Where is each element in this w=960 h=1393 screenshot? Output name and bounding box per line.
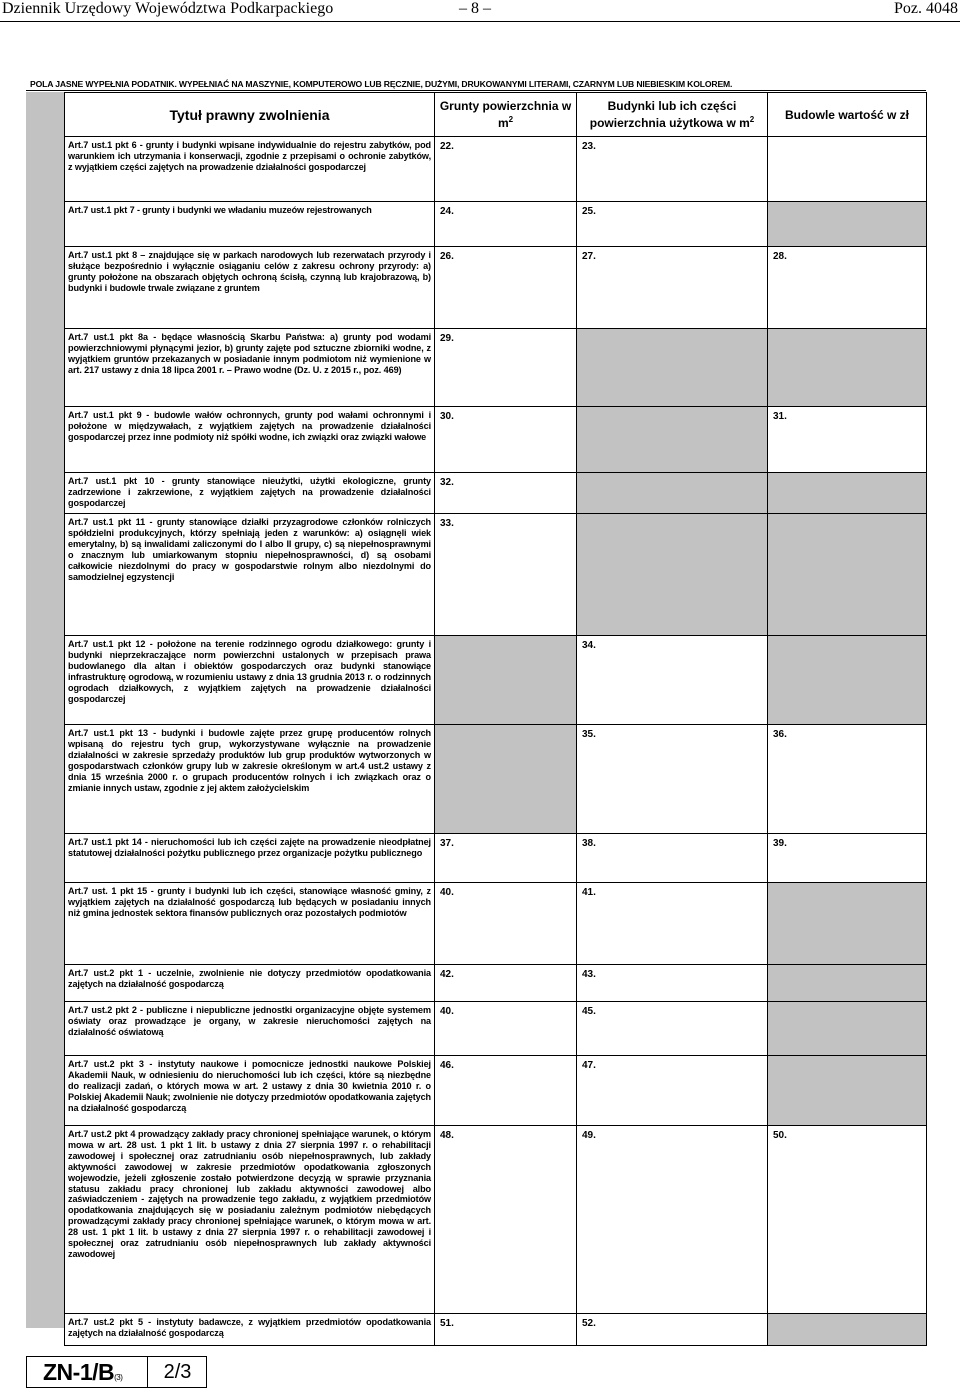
exemption-title-cell: Art.7 ust.2 pkt 2 - publiczne i niepubliczne jednostki organizacyjne objęte systemem oświaty oraz prowadzące je organy, w zakresie nieruchomości zajętych na działalność oświatową [65,1002,435,1056]
table-row [65,137,927,202]
exemption-title-cell: Art.7 ust.2 pkt 3 - instytuty naukowe i pomocnicze jednostki naukowe Polskiej Akademii Nauk, w odniesieniu do nieruchomości lub ich części, które są niezbędne do realizacji zadań, o których mowa w art. 2 ustawy z dnia 30 kwietnia 2010 r. o Polskiej Akademii Nauk; zwolnienie nie dotyczy przedmiotów opodatkowania zajętych na działalność gospodarczą [65,1056,435,1126]
buildings-field [577,473,768,514]
land-field [435,636,577,725]
buildings-field[interactable]: 35. [577,725,768,834]
col-header-land: Grunty powierzchnia w $m^2$ [435,93,577,137]
table-row [65,1314,927,1346]
form-version: (3) [114,1373,123,1382]
buildings-field[interactable]: 43. [577,965,768,1002]
margin-strip [26,92,64,1328]
exemption-title-cell: Art.7 ust.1 pkt 8 – znajdujące się w parkach narodowych lub rezerwatach przyrody i służące bezpośrednio i wyłącznie osiąganiu celów z zakresu ochrony przyrody: a) grunty położone na obszarach objętych ochroną ścisłą, czynną lub krajobrazową, b) budynki i budowle trwale związane z gruntem [65,247,435,329]
exemption-title-cell: Art.7 ust.1 pkt 8a - będące własnością Skarbu Państwa: a) grunty pod wodami powierzchniowymi płynącymi jezior, b) grunty zajęte pod sztuczne zbiorniki wodne, z wyjątkiem gruntów przekazanych w posiadanie innym podmiotom niż wymienione w art. 217 ustawy z dnia 18 lipca 2001 r. – Prawo wodne (Dz. U. z 2015 r., poz. 469) [65,329,435,407]
table-row [65,1056,927,1126]
buildings-field[interactable]: 52. [577,1314,768,1346]
structures-field[interactable]: 36. [768,725,927,834]
table-row [65,965,927,1002]
form-code-box [26,1356,207,1388]
land-field[interactable]: 30. [435,407,577,473]
land-field[interactable]: 29. [435,329,577,407]
land-field[interactable]: 22. [435,137,577,202]
buildings-field[interactable]: 25. [577,202,768,247]
structures-field [768,1002,927,1056]
land-field[interactable]: 46. [435,1056,577,1126]
exemption-table [64,92,927,1346]
table-row [65,202,927,247]
structures-field[interactable]: 50. [768,1126,927,1314]
col-header-title: Tytuł prawny zwolnienia [65,93,435,137]
header-rule [0,21,960,22]
col-header-buildings: Budynki lub ich części powierzchnia użytkowa w $m^2$ [577,93,768,137]
exemption-title-cell: Art.7 ust.1 pkt 11 - grunty stanowiące działki przyzagrodowe członków rolniczych spółdzielni produkcyjnych, którzy spełniają jeden z warunków: a) osiągnęli wiek emerytalny, b) są inwalidami zaliczonymi do I albo II grupy, c) są niepełnosprawnymi o znacznym lub umiarkowanym stopniu niepełnosprawności, d) są osobami całkowicie niezdolnymi do pracy w gospodarstwie rolnym albo niezdolnymi do samodzielnej egzystencji [65,514,435,636]
land-field[interactable]: 40. [435,1002,577,1056]
table-row [65,725,927,834]
structures-field [768,636,927,725]
structures-field [768,202,927,247]
land-field[interactable]: 32. [435,473,577,514]
land-field[interactable]: 26. [435,247,577,329]
table-row [65,407,927,473]
land-field[interactable]: 48. [435,1126,577,1314]
land-field[interactable]: 24. [435,202,577,247]
land-field [435,725,577,834]
exemption-title-cell: Art.7 ust.2 pkt 1 - uczelnie, zwolnienie nie dotyczy przedmiotów opodatkowania zajętych na działalność gospodarczą [65,965,435,1002]
buildings-field[interactable]: 47. [577,1056,768,1126]
buildings-field [577,514,768,636]
exemption-title-cell: Art.7 ust.1 pkt 7 - grunty i budynki we władaniu muzeów rejestrowanych [65,202,435,247]
exemption-title-cell: Art.7 ust. 1 pkt 15 - grunty i budynki lub ich części, stanowiące własność gminy, z wyjątkiem zajętych na działalność gospodarczą lub będących w posiadaniu innych niż gmina jednostek sektora finansów publicznych oraz pozostałych podmiotów [65,883,435,965]
exemption-title-cell: Art.7 ust.1 pkt 6 - grunty i budynki wpisane indywidualnie do rejestru zabytków, pod warunkiem ich utrzymania i konserwacji, zgodnie z przepisami o ochronie zabytków, z wyjątkiem części zajętych na prowadzenie działalności gospodarczej [65,137,435,202]
buildings-field[interactable]: 38. [577,834,768,883]
structures-field [768,965,927,1002]
table-row [65,636,927,725]
exemption-title-cell: Art.7 ust.1 pkt 13 - budynki i budowle zajęte przez grupę producentów rolnych wpisaną do rejestru tych grup, wykorzystywane wyłącznie na prowadzenie działalności w zakresie sprzedaży produktów lub grup produktów wytworzonych w gospodarstwach członków grupy lub w zakresie określonym w art.4 ust.2 ustawy z dnia 15 września 2000 r. o grupach producentów rolnych i ich związkach oraz o zmianie innych ustaw, zgodnie z jej aktem założycielskim [65,725,435,834]
buildings-field[interactable]: 49. [577,1126,768,1314]
col-header-structures: Budowle wartość w zł [768,93,927,137]
structures-field[interactable]: 31. [768,407,927,473]
table-row [65,883,927,965]
buildings-field[interactable]: 27. [577,247,768,329]
form-code: ZN-1/B(3) [27,1357,148,1387]
land-field[interactable]: 40. [435,883,577,965]
structures-field[interactable] [768,137,927,202]
table-row [65,834,927,883]
buildings-field[interactable]: 23. [577,137,768,202]
exemption-title-cell: Art.7 ust.2 pkt 5 - instytuty badawcze, z wyjątkiem przedmiotów opodatkowania zajętych na działalność gospodarczą [65,1314,435,1346]
structures-field [768,883,927,965]
structures-field [768,329,927,407]
exemption-title-cell: Art.7 ust.1 pkt 10 - grunty stanowiące nieużytki, użytki ekologiczne, grunty zadrzewione i zakrzewione, z wyjątkiem zajętych na prowadzenie działalności gospodarczej [65,473,435,514]
table-header-row [65,93,927,137]
table-row [65,329,927,407]
structures-field [768,473,927,514]
table-row [65,1002,927,1056]
structures-field[interactable]: 28. [768,247,927,329]
exemption-title-cell: Art.7 ust.1 pkt 12 - położone na terenie rodzinnego ogrodu działkowego: grunty i budynki nieprzekraczające norm powierzchni ustalonych w przepisach prawa budowlanego dla altan i obiektów gospodarczych oraz budynki stanowiące infrastrukturę ogrodową, w rozumieniu ustawy z dnia 13 grudnia 2013 r. o rodzinnych ogrodach działkowych, z wyjątkiem zajętych na prowadzenie działalności gospodarczej [65,636,435,725]
land-field[interactable]: 33. [435,514,577,636]
buildings-field [577,407,768,473]
buildings-field [577,329,768,407]
table-row [65,247,927,329]
table-row [65,473,927,514]
table-row [65,1126,927,1314]
buildings-field[interactable]: 34. [577,636,768,725]
exemption-title-cell: Art.7 ust.1 pkt 14 - nieruchomości lub ich części zajęte na prowadzenie nieodpłatnej statutowej działalności pożytku publicznego przez organizacje pożytku publicznego [65,834,435,883]
structures-field [768,514,927,636]
form-instructions: POLA JASNE WYPEŁNIA PODATNIK. WYPEŁNIAĆ NA MASZYNIE, KOMPUTEROWO LUB RĘCZNIE, DUŻYMI, DRUKOWANYMI LITERAMI, CZARNYM LUB NIEBIESKIM KOLOREM. [30,79,733,89]
buildings-field[interactable]: 41. [577,883,768,965]
land-field[interactable]: 37. [435,834,577,883]
journal-title: Dziennik Urzędowy Województwa Podkarpackiego [2,0,334,17]
page-number: – 8 – [459,0,491,17]
buildings-field[interactable]: 45. [577,1002,768,1056]
form-page: 2/3 [163,1361,192,1383]
instructions-rule [26,90,926,91]
table-row [65,514,927,636]
exemption-title-cell: Art.7 ust.1 pkt 9 - budowle wałów ochronnych, grunty pod wałami ochronnymi i położone w międzywałach, z wyjątkiem zajętych na prowadzenie działalności gospodarczej przez inne podmioty niż spółki wodne, ich związki oraz związki wałowe [65,407,435,473]
exemption-form [26,92,926,1338]
land-field[interactable]: 51. [435,1314,577,1346]
structures-field [768,1056,927,1126]
position-number: Poz. 4048 [894,0,958,17]
land-field[interactable]: 42. [435,965,577,1002]
exemption-title-cell: Art.7 ust.2 pkt 4 prowadzący zakłady pracy chronionej spełniające warunek, o którym mowa w art. 28 ust. 1 pkt 1 lit. b ustawy z dnia 27 sierpnia 1997 r. o rehabilitacji zawodowej i społecznej oraz zatrudnianiu osób niepełnosprawnych, lub zakłady aktywności zawodowej w zakresie przedmiotów opodatkowania zgłoszonych wojewodzie, jeżeli zgłoszenie zostało potwierdzone decyzją w sprawie przyznania statusu zakładu pracy chronionej lub zakładu aktywności zawodowej albo zaświadczeniem - zajętych na prowadzenie tego zakładu, z wyjątkiem przedmiotów opodatkowania znajdujących się w posiadaniu zależnym podmiotów niebędących prowadzącymi zakłady pracy chronionej spełniające warunek, o którym mowa w art. 28 ust. 1 pkt 1 lit. b ustawy z dnia 27 sierpnia 1997 r. o rehabilitacji zawodowej i społecznej oraz zatrudnianiu osób niepełnosprawnych lub zakłady aktywności zawodowej [65,1126,435,1314]
structures-field[interactable]: 39. [768,834,927,883]
structures-field [768,1314,927,1346]
journal-header [0,0,960,22]
